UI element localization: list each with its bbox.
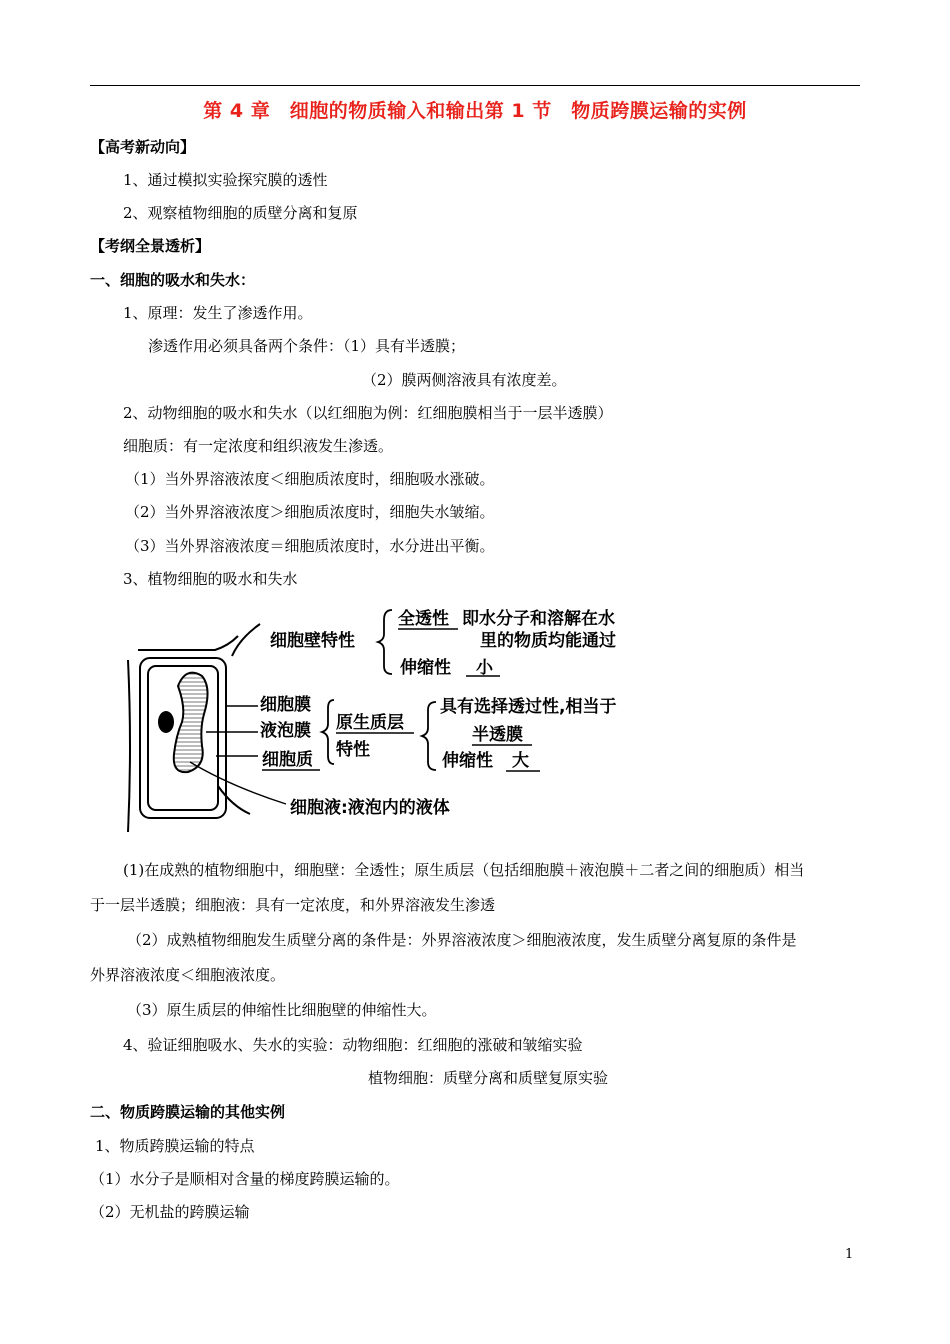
label-protoplast-layer: 原生质层: [336, 713, 404, 733]
paragraph: 植物细胞：质壁分离和质壁复原实验: [368, 1069, 609, 1087]
paragraph: （2）膜两侧溶液具有浓度差。: [362, 371, 567, 389]
paragraph: （3）当外界溶液浓度＝细胞质浓度时，水分进出平衡。: [125, 537, 495, 555]
section-heading-analysis: 【考纲全景透析】: [90, 237, 211, 255]
label-elasticity: 伸缩性: [400, 658, 451, 678]
paragraph: （2）无机盐的跨膜运输: [90, 1203, 250, 1221]
label-full-permeability-desc1: 即水分子和溶解在水: [462, 609, 615, 629]
label-full-permeability: 全透性: [398, 609, 449, 629]
header-rule: [90, 85, 860, 86]
label-full-permeability-desc2: 里的物质均能通过: [480, 631, 616, 651]
label-cell-sap: 细胞液:液泡内的液体: [290, 798, 450, 818]
paragraph: 2、动物细胞的吸水和失水（以红细胞为例：红细胞膜相当于一层半透膜）: [123, 404, 613, 422]
label-vacuole-membrane: 液泡膜: [260, 721, 311, 741]
part-heading-2: 二、物质跨膜运输的其他实例: [90, 1103, 286, 1121]
paragraph: 1、原理：发生了渗透作用。: [123, 304, 313, 322]
page-number: 1: [845, 1247, 854, 1262]
paragraph: 3、植物细胞的吸水和失水: [123, 570, 298, 588]
label-selective-permeability: 具有选择透过性,相当于: [440, 697, 617, 717]
label-semipermeable: 半透膜: [472, 725, 523, 745]
paragraph: （1）当外界溶液浓度＜细胞质浓度时，细胞吸水涨破。: [125, 470, 495, 488]
label-elasticity-2: 伸缩性: [442, 751, 493, 771]
label-big: 大: [512, 751, 529, 771]
part-heading-1: 一、细胞的吸水和失水：: [90, 271, 256, 289]
paragraph: (1)在成熟的植物细胞中，细胞壁：全透性；原生质层（包括细胞膜＋液泡膜＋二者之间的细胞质）相当: [123, 861, 805, 879]
page-title: 第 4 章 细胞的物质输入和输出第 1 节 物质跨膜运输的实例: [203, 100, 747, 122]
nucleus-shape: [158, 711, 174, 733]
label-cytoplasm: 细胞质: [262, 750, 313, 770]
paragraph: 外界溶液浓度＜细胞液浓度。: [90, 966, 286, 984]
label-wall-properties: 细胞壁特性: [270, 631, 355, 651]
section-heading-trends: 【高考新动向】: [90, 138, 196, 156]
paragraph: （3）原生质层的伸缩性比细胞壁的伸缩性大。: [127, 1001, 437, 1019]
paragraph: （1）水分子是顺相对含量的梯度跨膜运输的。: [90, 1170, 400, 1188]
label-cell-membrane: 细胞膜: [260, 695, 311, 715]
paragraph: 细胞质：有一定浓度和组织液发生渗透。: [123, 437, 394, 455]
label-protoplast-props: 特性: [336, 740, 370, 760]
paragraph: 1、物质跨膜运输的特点: [95, 1137, 255, 1155]
list-item: 1、通过模拟实验探究膜的透性: [123, 171, 328, 189]
list-item: 2、观察植物细胞的质壁分离和复原: [123, 204, 358, 222]
paragraph: 渗透作用必须具备两个条件：（1）具有半透膜；: [148, 337, 466, 355]
paragraph: （2）成熟植物细胞发生质壁分离的条件是：外界溶液浓度＞细胞液浓度，发生质壁分离复原的条件是: [127, 931, 797, 949]
vacuole-shape: [174, 673, 208, 773]
plant-cell-diagram: [120, 596, 680, 832]
paragraph: 4、验证细胞吸水、失水的实验：动物细胞：红细胞的涨破和皱缩实验: [123, 1036, 583, 1054]
label-small: 小: [476, 658, 493, 678]
paragraph: 于一层半透膜；细胞液：具有一定浓度，和外界溶液发生渗透: [90, 896, 496, 914]
paragraph: （2）当外界溶液浓度＞细胞质浓度时，细胞失水皱缩。: [125, 503, 495, 521]
